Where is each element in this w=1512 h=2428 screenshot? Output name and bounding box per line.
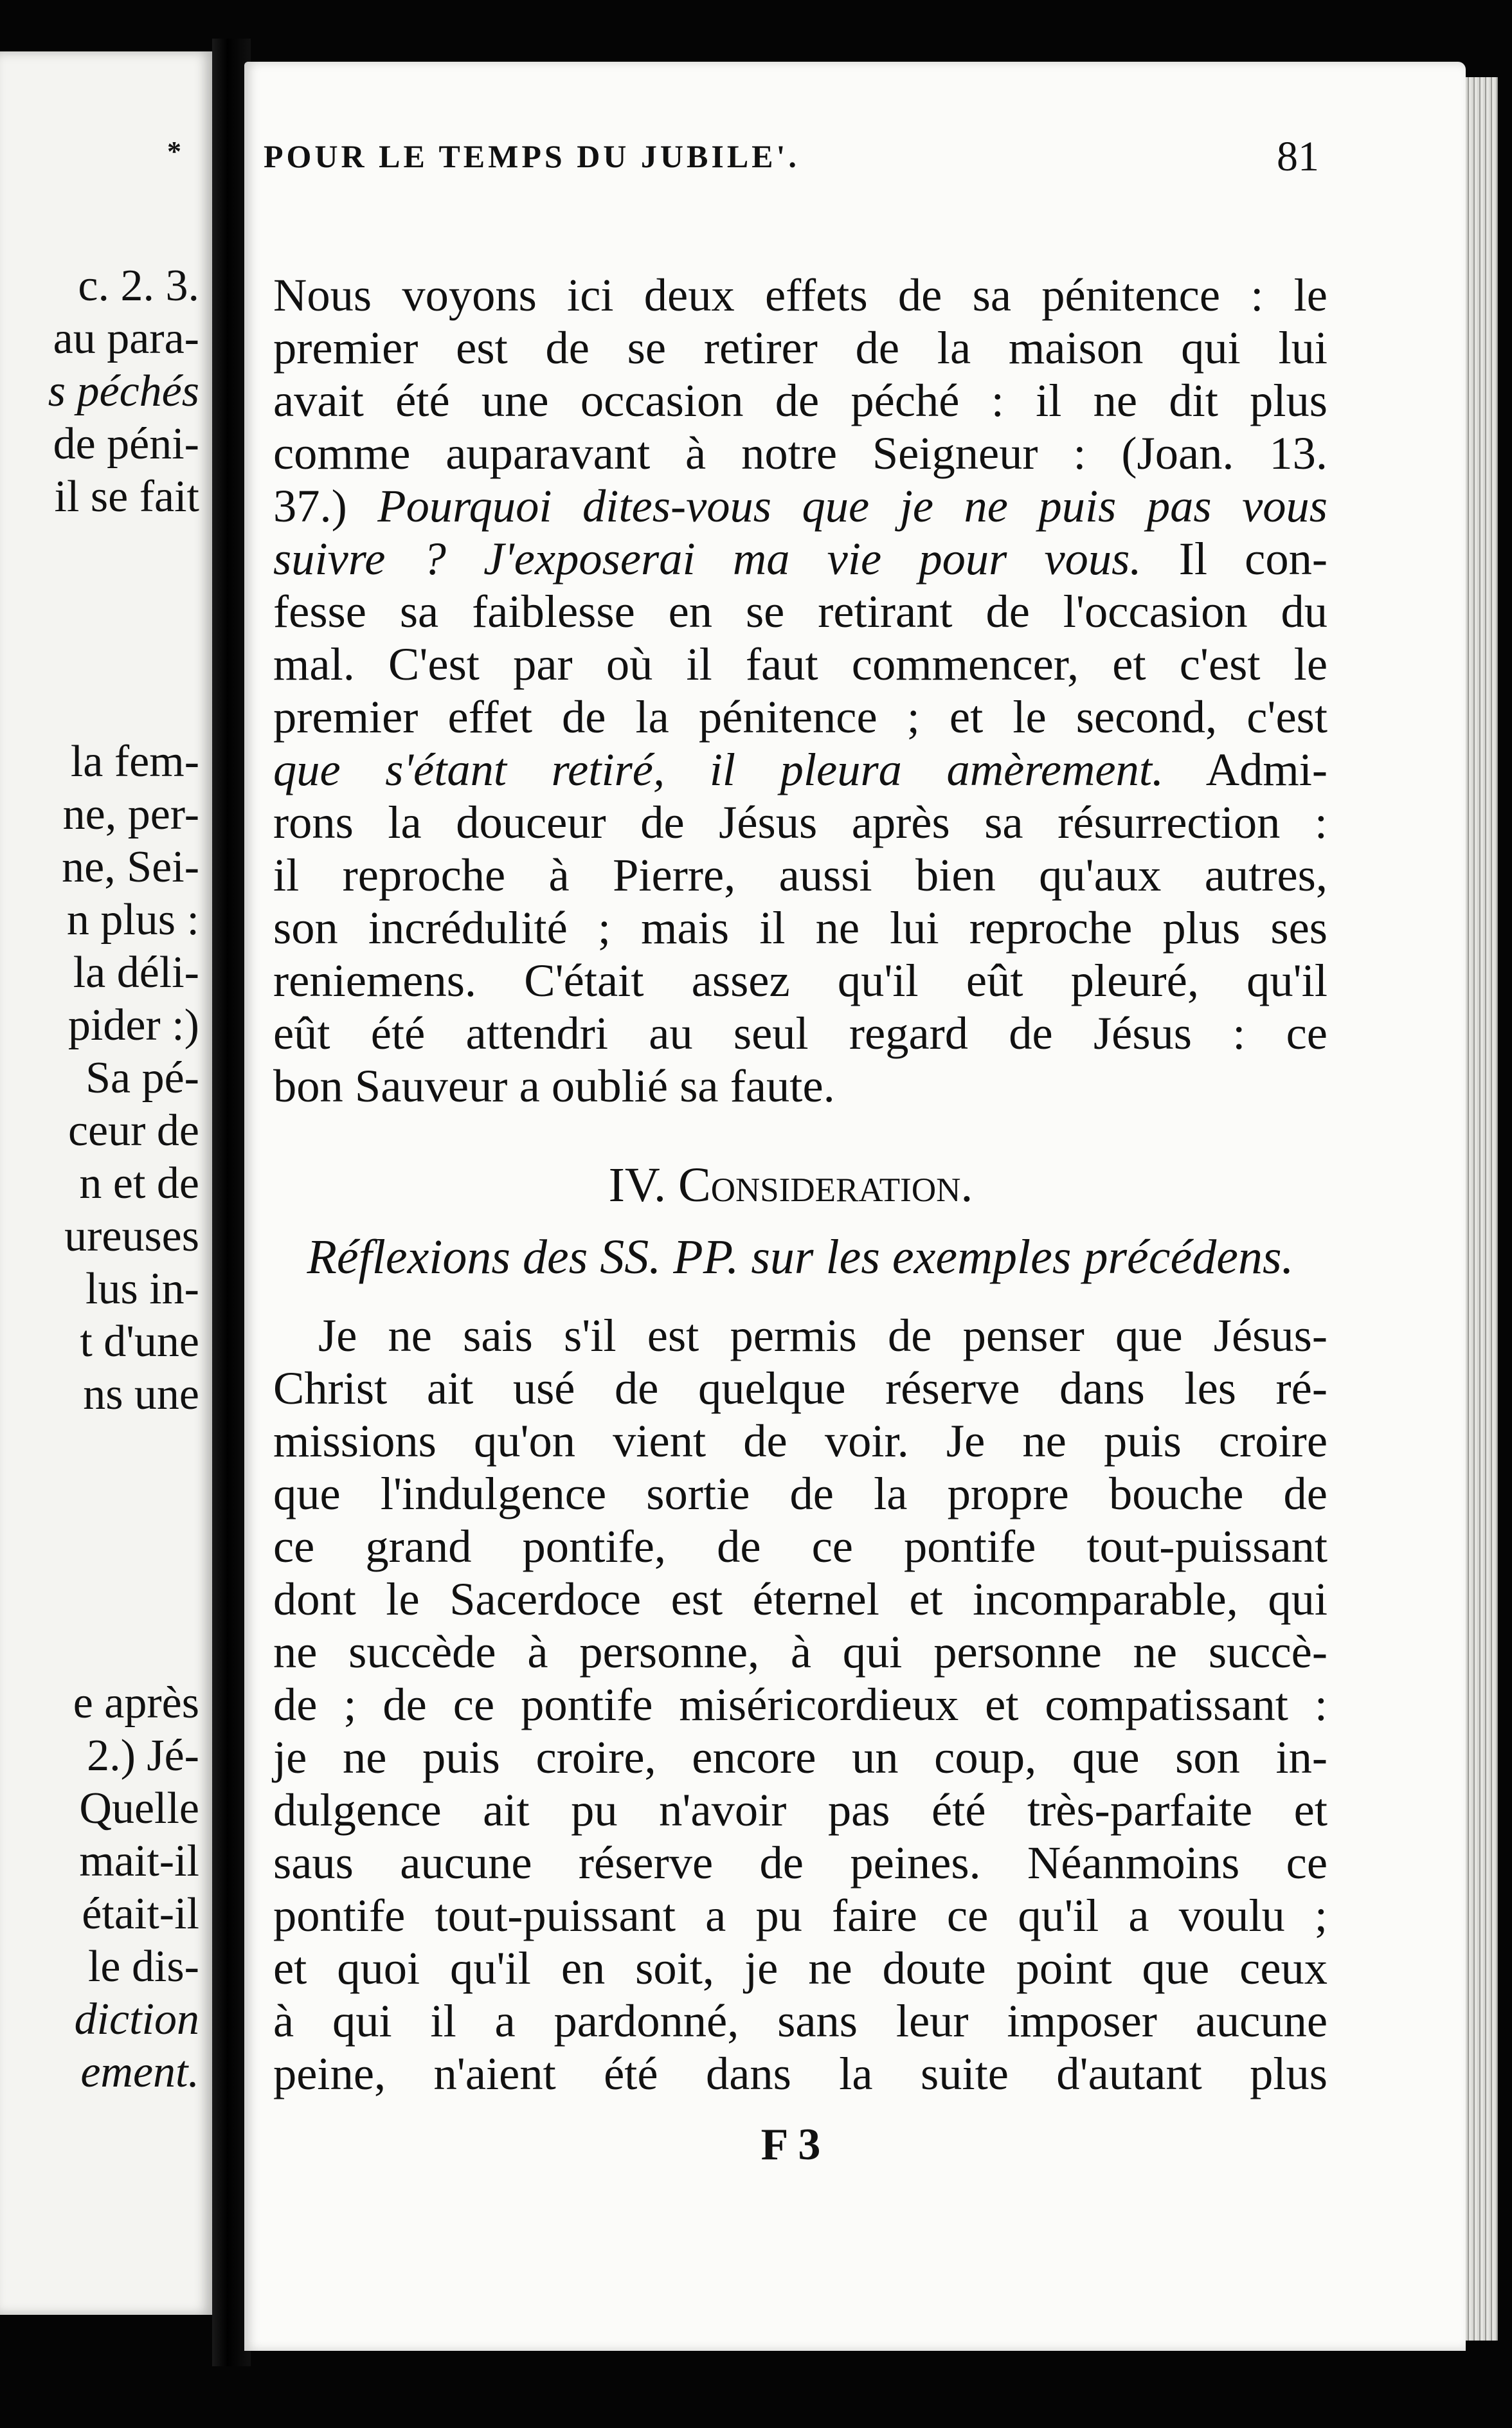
- facing-line: ne, Sei-: [62, 842, 199, 892]
- section-title: Consideration.: [678, 1158, 973, 1212]
- ornament-mark: *: [167, 136, 184, 167]
- text-line: de ; de ce pontife miséricordieux et compatissant :: [273, 1678, 1328, 1730]
- section-number: IV.: [608, 1158, 667, 1212]
- text-line: ce grand pontife, de ce pontife tout-puissant: [273, 1520, 1328, 1572]
- italic-quote: que s'étant retiré, il pleura amèrement.: [273, 743, 1164, 795]
- facing-line: au para-: [53, 314, 199, 363]
- paragraph-1: [273, 269, 1328, 1112]
- facing-line: était-il: [82, 1889, 199, 1939]
- facing-line: mait-il: [79, 1836, 199, 1886]
- text-line: que l'indulgence sortie de la propre bouche de: [273, 1467, 1328, 1519]
- text-line: premier est de se retirer de la maison qui lui: [273, 322, 1328, 374]
- text-line: à qui il a pardonné, sans leur imposer aucune: [273, 1995, 1328, 2047]
- facing-line: ne, per-: [62, 790, 199, 839]
- text-line: [273, 480, 1328, 532]
- facing-line: la déli-: [73, 948, 199, 997]
- facing-line: il se fait: [54, 472, 199, 521]
- facing-line: s péchés: [48, 367, 199, 416]
- facing-line: la fem-: [70, 737, 199, 786]
- text-line: mal. C'est par où il faut commencer, et c'est le: [273, 638, 1328, 690]
- facing-line: ns une: [83, 1370, 199, 1419]
- facing-line: lus in-: [86, 1264, 199, 1314]
- text-line: dont le Sacerdoce est éternel et incomparable, qui: [273, 1573, 1328, 1625]
- text-line: ne succède à personne, à qui personne ne succè-: [273, 1626, 1328, 1678]
- facing-line: n et de: [79, 1159, 199, 1208]
- facing-line: pider :): [68, 1001, 199, 1050]
- text-line: missions qu'on vient de voir. Je ne puis croire: [273, 1415, 1328, 1467]
- facing-line: Sa pé-: [86, 1053, 199, 1103]
- italic-quote: Pourquoi dites-vous que je ne puis pas vous: [377, 480, 1328, 532]
- text-line: rons la douceur de Jésus après sa résurrection :: [273, 796, 1328, 848]
- page-number: 81: [1277, 133, 1319, 180]
- facing-line: ceur de: [68, 1106, 199, 1155]
- paragraph-2: [273, 1309, 1328, 2100]
- running-head: [167, 136, 1151, 175]
- facing-line: Quelle: [79, 1784, 199, 1833]
- text-line: bon Sauveur a oublié sa faute.: [273, 1060, 835, 1112]
- running-title: POUR LE TEMPS DU JUBILE'.: [264, 138, 800, 174]
- text-line: comme auparavant à notre Seigneur : (Joan. 13.: [273, 427, 1328, 479]
- text-line: son incrédulité ; mais il ne lui reproche plus ses: [273, 901, 1328, 954]
- facing-line: le dis-: [87, 1942, 199, 1991]
- text-line: Nous voyons ici deux effets de sa pénitence : le: [273, 269, 1328, 321]
- text-line: pontife tout-puissant a pu faire ce qu'il a voulu ;: [273, 1889, 1328, 1941]
- text-fragment: Admi-: [1164, 743, 1328, 795]
- text-line: avait été une occasion de péché : il ne dit plus: [273, 374, 1328, 426]
- text-line: reniemens. C'était assez qu'il eût pleuré, qu'il: [273, 954, 1328, 1006]
- text-line: et quoi qu'il en soit, je ne doute point que ceux: [273, 1942, 1328, 1994]
- facing-line: ement.: [80, 2047, 199, 2097]
- italic-quote: suivre ? J'exposerai ma vie pour vous.: [273, 532, 1142, 584]
- section-heading: [244, 1157, 1337, 1213]
- text-line: peine, n'aient été dans la suite d'autant plus: [273, 2047, 1328, 2099]
- facing-line: t d'une: [80, 1317, 199, 1366]
- facing-line: c. 2. 3.: [78, 261, 199, 311]
- facing-line: e après: [73, 1678, 199, 1728]
- text-line: premier effet de la pénitence ; et le second, c'est: [273, 691, 1328, 743]
- text-line: dulgence ait pu n'avoir pas été très-parfaite et: [273, 1784, 1328, 1836]
- text-line: Christ ait usé de quelque réserve dans les ré-: [273, 1362, 1328, 1414]
- text-line: il reproche à Pierre, aussi bien qu'aux autres,: [273, 849, 1328, 901]
- text-line: eût été attendri au seul regard de Jésus : ce: [273, 1007, 1328, 1059]
- facing-line: 2.) Jé-: [87, 1731, 199, 1780]
- text-line: fesse sa faiblesse en se retirant de l'occasion du: [273, 585, 1328, 637]
- text-line: saus aucune réserve de peines. Néanmoins ce: [273, 1836, 1328, 1889]
- text-fragment: 37.): [273, 480, 378, 532]
- text-line: Je ne sais s'il est permis de penser que Jésus-: [318, 1309, 1328, 1361]
- facing-line: diction: [74, 1995, 199, 2044]
- text-line: je ne puis croire, encore un coup, que son in-: [273, 1731, 1328, 1783]
- text-line: [273, 532, 1328, 585]
- facing-line: n plus :: [66, 895, 199, 945]
- section-subtitle: Réflexions des SS. PP. sur les exemples précédens.: [307, 1230, 1294, 1284]
- signature-mark: F 3: [760, 2120, 821, 2170]
- facing-line: de péni-: [53, 419, 199, 469]
- facing-line: ureuses: [64, 1211, 199, 1261]
- text-fragment: Il con-: [1141, 532, 1328, 584]
- text-line: [273, 743, 1328, 796]
